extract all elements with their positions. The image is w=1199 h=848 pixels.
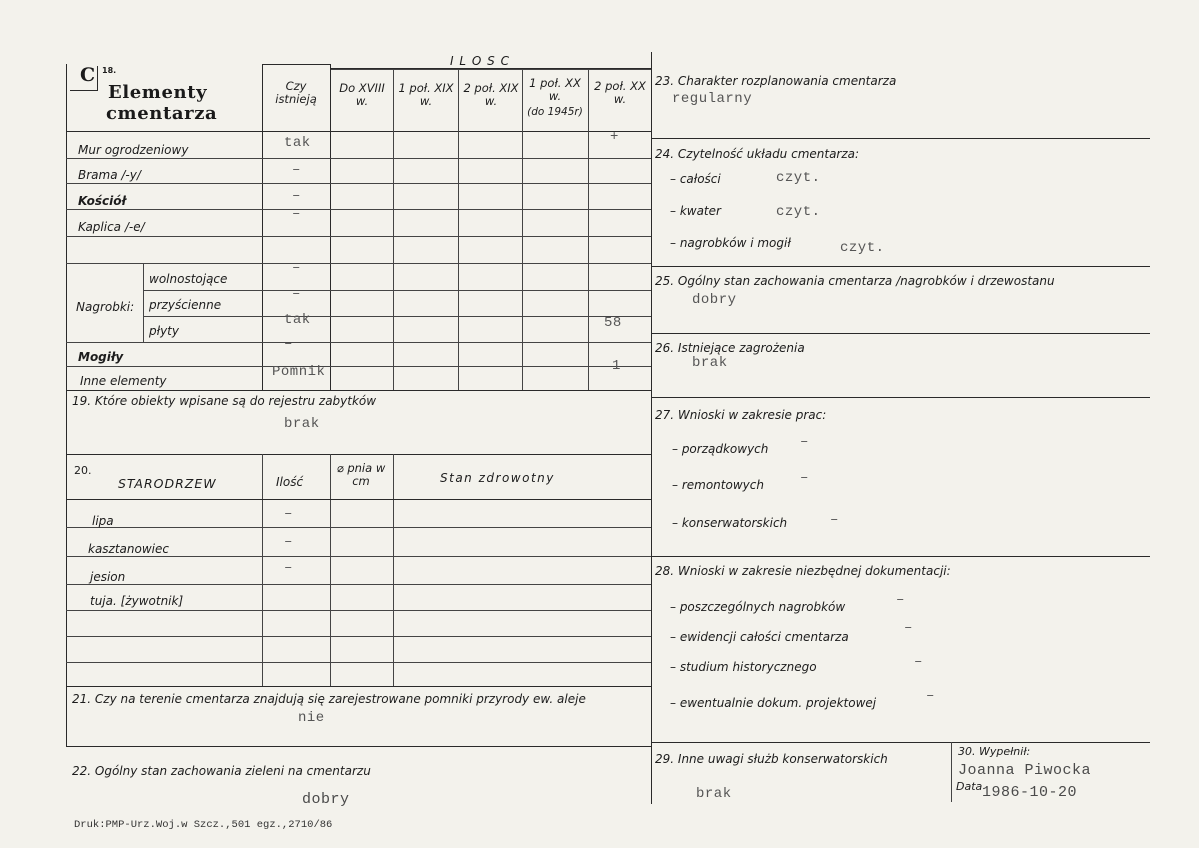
q30-name: Joanna Piwocka bbox=[958, 762, 1092, 779]
section-letter-underline bbox=[70, 90, 98, 91]
q21-bottom-line bbox=[66, 746, 651, 747]
tree-label: tuja. [żywotnik] bbox=[90, 594, 184, 608]
element-label: Brama /-y/ bbox=[78, 168, 141, 182]
tree-bottom-line bbox=[66, 686, 651, 687]
q28-item-answer: – bbox=[914, 654, 923, 670]
q22-label: 22. Ogólny stan zachowania zieleni na cmentarzu bbox=[72, 764, 371, 778]
element-label: przyścienne bbox=[149, 298, 222, 312]
q20-stan-header: Stan zdrowotny bbox=[440, 471, 555, 485]
header-bottom-line bbox=[66, 131, 651, 132]
q29-q30-divider bbox=[951, 742, 952, 802]
element-2polxx-value: 58 bbox=[604, 315, 622, 331]
q30-date: 1986-10-20 bbox=[982, 784, 1078, 801]
nagrobki-sub-col bbox=[143, 263, 144, 342]
element-czy-value: – bbox=[292, 260, 301, 276]
q19-answer: brak bbox=[284, 416, 320, 432]
header-czy-istnieja: Czy istnieją bbox=[275, 79, 317, 106]
header-1pol-xx: 1 poł. XX w. bbox=[529, 76, 581, 103]
left-border bbox=[66, 64, 67, 746]
element-label: Kościół bbox=[78, 194, 126, 208]
q28-item-answer: – bbox=[904, 620, 913, 636]
row-line bbox=[66, 366, 651, 367]
q27-label: 27. Wnioski w zakresie prac: bbox=[655, 408, 827, 422]
q29-label: 29. Inne uwagi służb konserwatorskich bbox=[655, 752, 888, 766]
element-czy-value: tak bbox=[284, 135, 311, 151]
header-1pol-xix: 1 poł. XIX w. bbox=[398, 81, 454, 108]
q23-label: 23. Charakter rozplanowania cmentarza bbox=[655, 74, 897, 88]
tree-ilosc-value: – bbox=[284, 506, 293, 522]
q28-item-label: – studium historycznego bbox=[670, 660, 817, 674]
row-line bbox=[66, 236, 651, 237]
tree-row-line bbox=[66, 610, 651, 611]
q27-item-label: – porządkowych bbox=[672, 442, 769, 456]
element-czy-value: – bbox=[292, 286, 301, 302]
element-label: Inne elementy bbox=[80, 374, 167, 388]
q27-item-answer: – bbox=[830, 512, 839, 528]
q27-bottom-line bbox=[651, 556, 1150, 557]
q29-answer: brak bbox=[696, 786, 732, 802]
section-title-line1: Elementy bbox=[108, 82, 208, 103]
tree-label: jesion bbox=[90, 570, 126, 584]
tree-col-pnia-left bbox=[330, 454, 331, 686]
header-1pol-xx-note: (do 1945r) bbox=[527, 106, 583, 118]
element-label: płyty bbox=[149, 324, 179, 338]
table-bottom-line bbox=[66, 390, 651, 391]
element-czy-value: tak bbox=[284, 312, 311, 328]
element-label: Kaplica /-e/ bbox=[78, 220, 145, 234]
q26-bottom-line bbox=[651, 397, 1150, 398]
header-ilosc: I L O S C bbox=[450, 54, 510, 68]
element-2polxx-value: 1 bbox=[612, 358, 621, 374]
tree-ilosc-value: – bbox=[284, 534, 293, 550]
nagrobki-label: Nagrobki: bbox=[76, 300, 135, 314]
q19-bottom-line bbox=[66, 454, 651, 455]
q28-label: 28. Wnioski w zakresie niezbędnej dokumentacji: bbox=[655, 564, 951, 578]
row-line bbox=[143, 316, 651, 317]
q28-item-label: – ewidencji całości cmentarza bbox=[670, 630, 849, 644]
q28-item-label: – poszczególnych nagrobków bbox=[670, 600, 846, 614]
q26-answer: brak bbox=[692, 355, 728, 371]
q23-bottom-line bbox=[651, 138, 1150, 139]
q20-ilosc-header: Ilość bbox=[276, 475, 304, 489]
q28-item-answer: – bbox=[896, 592, 905, 608]
row-line bbox=[66, 263, 651, 264]
element-czy-value: – bbox=[292, 162, 301, 178]
q27-item-answer: – bbox=[800, 434, 809, 450]
q20-pnia-header: ⌀ pnia w cm bbox=[336, 461, 386, 488]
q27-item-label: – konserwatorskich bbox=[672, 516, 788, 530]
q28-item-answer: – bbox=[926, 688, 935, 704]
q24-bottom-line bbox=[651, 266, 1150, 267]
center-divider bbox=[651, 52, 652, 804]
q24-label: 24. Czytelność układu cmentarza: bbox=[655, 147, 860, 161]
section-title-line2: cmentarza bbox=[106, 103, 218, 124]
q27-item-label: – remontowych bbox=[672, 478, 764, 492]
q30-data-label: Data bbox=[956, 780, 983, 793]
element-czy-value: Pomnik bbox=[272, 364, 326, 380]
tree-row-line bbox=[66, 636, 651, 637]
element-label: Mogiły bbox=[78, 350, 124, 364]
q25-label: 25. Ogólny stan zachowania cmentarza /nagrobków i drzewostanu bbox=[655, 274, 1055, 288]
q26-label: 26. Istniejące zagrożenia bbox=[655, 341, 805, 355]
row-line bbox=[143, 290, 651, 291]
row-line bbox=[66, 183, 651, 184]
q24-item-answer: czyt. bbox=[840, 240, 885, 256]
q22-answer: dobry bbox=[302, 791, 350, 808]
q30-label: 30. Wypełnił: bbox=[958, 745, 1031, 758]
row-line bbox=[66, 158, 651, 159]
row-line bbox=[66, 209, 651, 210]
element-czy-value: – bbox=[292, 188, 301, 204]
tree-row-line bbox=[66, 584, 651, 585]
ilosc-sub-line bbox=[330, 69, 651, 70]
element-czy-value: – bbox=[284, 336, 293, 352]
q24-item-label: – nagrobków i mogił bbox=[670, 236, 791, 250]
q25-answer: dobry bbox=[692, 292, 737, 308]
q24-item-answer: czyt. bbox=[776, 204, 821, 220]
element-label: wolnostojące bbox=[149, 272, 228, 286]
czy-top-line bbox=[262, 64, 330, 65]
q27-item-answer: – bbox=[800, 470, 809, 486]
header-2pol-xx: 2 poł. XX w. bbox=[594, 79, 646, 106]
section-letter: C bbox=[80, 64, 96, 86]
header-2pol-xix: 2 poł. XIX w. bbox=[463, 81, 519, 108]
element-2polxx-value: + bbox=[610, 129, 619, 145]
q24-item-label: – kwater bbox=[670, 204, 721, 218]
tree-col-ilosc-left bbox=[262, 454, 263, 686]
q20-number: 20. bbox=[74, 464, 92, 477]
header-do-xviii: Do XVIII w. bbox=[339, 81, 385, 108]
tree-label: kasztanowiec bbox=[88, 542, 169, 556]
tree-ilosc-value: – bbox=[284, 560, 293, 576]
section-number: 18. bbox=[102, 66, 117, 75]
q25-bottom-line bbox=[651, 333, 1150, 334]
row-line bbox=[66, 342, 651, 343]
q23-answer: regularny bbox=[672, 91, 753, 107]
q28-item-label: – ewentualnie dokum. projektowej bbox=[670, 696, 877, 710]
q20-title: STARODRZEW bbox=[118, 476, 217, 491]
q24-item-label: – całości bbox=[670, 172, 721, 186]
tree-row-line bbox=[66, 662, 651, 663]
section-letter-bar bbox=[97, 66, 98, 90]
q19-label: 19. Które obiekty wpisane są do rejestru zabytków bbox=[72, 394, 377, 408]
element-czy-value: – bbox=[292, 206, 301, 222]
tree-col-stan-left bbox=[393, 454, 394, 686]
tree-row-line bbox=[66, 527, 651, 528]
tree-header-bottom bbox=[66, 499, 651, 500]
element-label: Mur ogrodzeniowy bbox=[78, 143, 189, 157]
tree-label: lipa bbox=[92, 514, 114, 528]
q28-bottom-line bbox=[651, 742, 1150, 743]
q21-answer: nie bbox=[298, 710, 325, 726]
q21-label: 21. Czy na terenie cmentarza znajdują się zarejestrowane pomniki przyrody ew. aleje bbox=[72, 692, 586, 706]
q24-item-answer: czyt. bbox=[776, 170, 821, 186]
print-footer: Druk:PMP-Urz.Woj.w Szcz.,501 egz.,2710/86 bbox=[74, 819, 333, 831]
tree-row-line bbox=[66, 556, 651, 557]
